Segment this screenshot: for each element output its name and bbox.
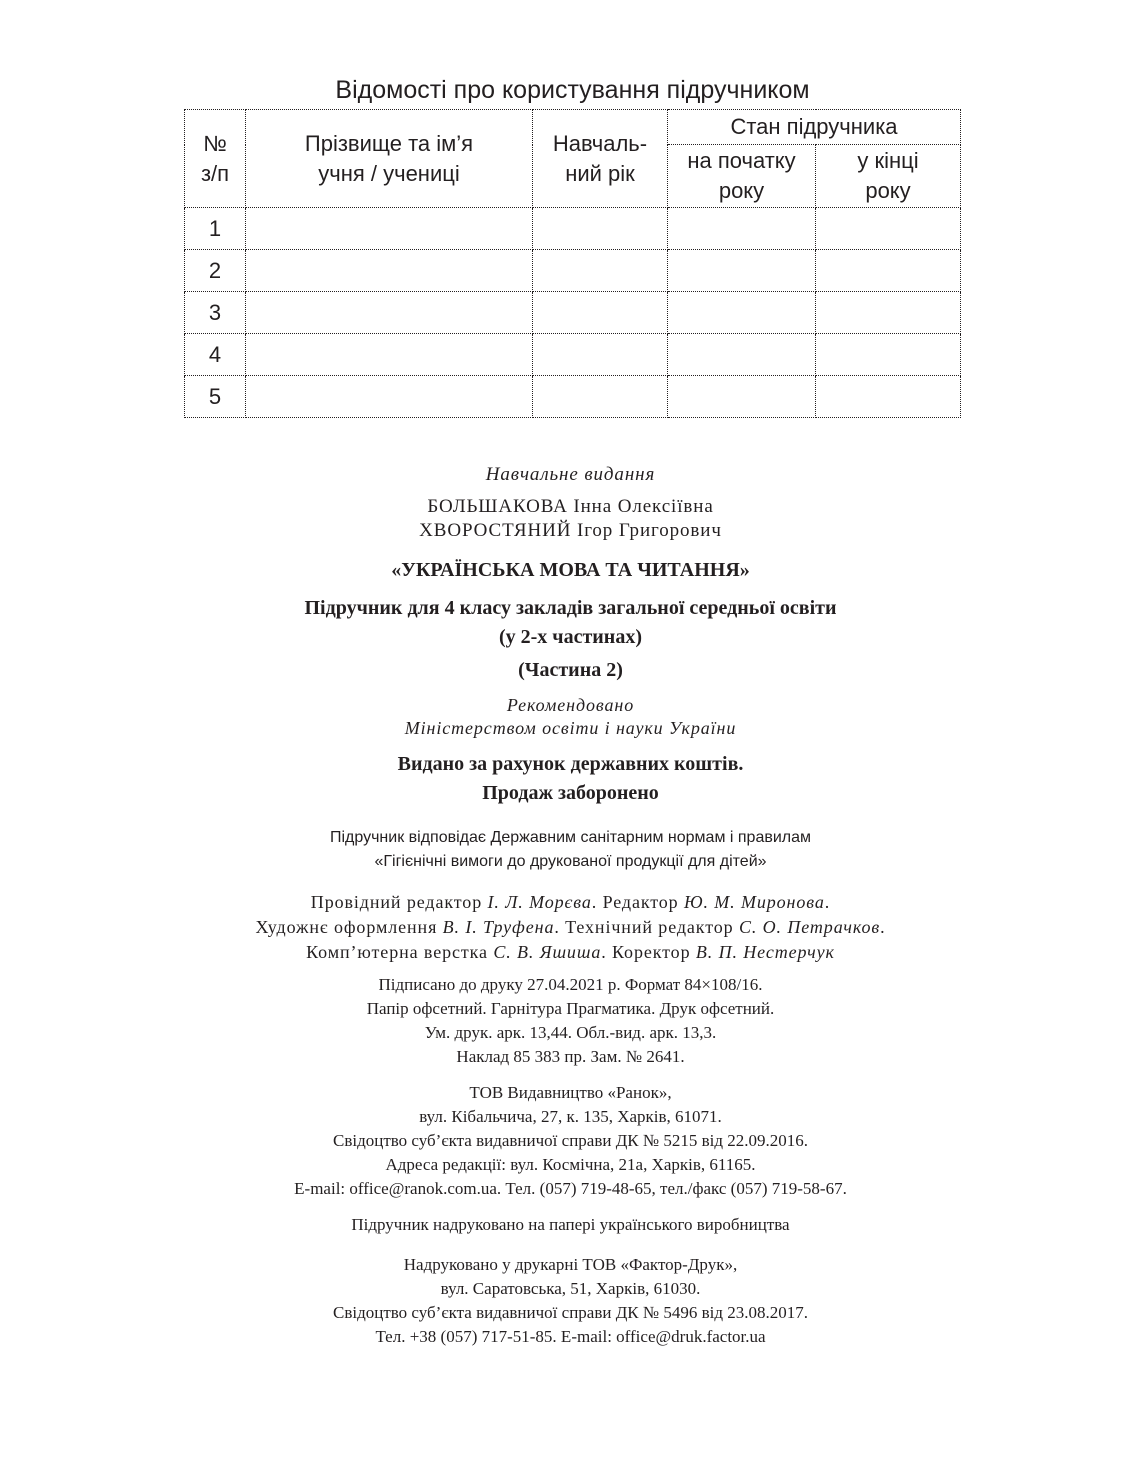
publisher-line: Адреса редакції: вул. Космічна, 21а, Харків, 61165. — [385, 1155, 756, 1174]
staff-role: . Редактор — [591, 892, 684, 912]
header-name: Прізвище та ім’я учня / учениці — [246, 110, 533, 208]
staff-role: . Коректор — [601, 942, 696, 962]
row-number: 1 — [185, 208, 246, 250]
header-at-start: на початку року — [668, 145, 816, 208]
start-cell — [668, 292, 816, 334]
staff-person: В. І. Труфена — [442, 917, 555, 937]
header-row — [185, 110, 961, 145]
row-number: 5 — [185, 376, 246, 418]
table-row — [185, 292, 961, 334]
part-label: (Частина 2) — [518, 659, 623, 681]
publisher-line: вул. Кібальчича, 27, к. 135, Харків, 61071. — [419, 1107, 722, 1126]
year-cell — [533, 292, 668, 334]
row-number: 2 — [185, 250, 246, 292]
end-cell — [816, 208, 961, 250]
staff-role: Провідний редактор — [310, 892, 488, 912]
usage-table — [184, 109, 961, 418]
year-cell — [533, 208, 668, 250]
print-spec-line: Ум. друк. арк. 13,44. Обл.-вид. арк. 13,3. — [424, 1023, 717, 1042]
name-cell — [246, 334, 533, 376]
edition-type: Навчальне видання — [485, 464, 656, 485]
staff-line — [0, 940, 1133, 965]
subtitle-1: Підручник для 4 класу закладів загальної середньої освіти — [304, 597, 837, 619]
table-row — [185, 334, 961, 376]
print-spec-line: Підписано до друку 27.04.2021 р. Формат 84×108/16. — [378, 975, 763, 994]
name-cell — [246, 250, 533, 292]
name-cell — [246, 292, 533, 334]
author-2: ХВОРОСТЯНИЙ Ігор Григорович — [419, 520, 722, 541]
printer-line: Надруковано у друкарні ТОВ «Фактор-Друк», — [403, 1255, 738, 1274]
staff-line — [0, 915, 1133, 940]
staff-person: І. Л. Морєва — [487, 892, 592, 912]
header-condition: Стан підручника — [668, 110, 961, 145]
sanitary-1: Підручник відповідає Державним санітарним нормам і правилам — [329, 829, 812, 846]
header-at-end: у кінці року — [816, 145, 961, 208]
publisher-line: ТОВ Видавництво «Ранок», — [469, 1083, 672, 1102]
end-cell — [816, 250, 961, 292]
print-spec-line: Наклад 85 383 пр. Зам. № 2641. — [456, 1047, 685, 1066]
print-specs — [0, 973, 1133, 1069]
publisher-line: E-mail: office@ranok.com.ua. Тел. (057) 719-48-65, тел./факс (057) 719-58-67. — [294, 1179, 847, 1198]
recommended-2: Міністерством освіти і науки України — [404, 718, 737, 738]
start-cell — [668, 376, 816, 418]
year-cell — [533, 334, 668, 376]
table-row — [185, 250, 961, 292]
start-cell — [668, 208, 816, 250]
funding-1: Видано за рахунок державних коштів. — [397, 753, 744, 775]
recommended-1: Рекомендовано — [506, 695, 635, 715]
table-title: Відомості про користування підручником — [335, 76, 810, 104]
header-number: № з/п — [185, 110, 246, 208]
end-cell — [816, 376, 961, 418]
printer-line: Свідоцтво суб’єкта видавничої справи ДК № 5496 від 23.08.2017. — [332, 1303, 809, 1322]
row-number: 4 — [185, 334, 246, 376]
table-row — [185, 208, 961, 250]
staff-role: Художнє оформлення — [255, 917, 443, 937]
table-row — [185, 376, 961, 418]
start-cell — [668, 334, 816, 376]
printer-line: вул. Саратовська, 51, Харків, 61030. — [440, 1279, 701, 1298]
staff-block — [0, 890, 1133, 965]
staff-role: . — [824, 892, 831, 912]
printer-block — [0, 1253, 1133, 1349]
year-cell — [533, 250, 668, 292]
funding-2: Продаж заборонено — [482, 782, 659, 804]
print-spec-line: Папір офсетний. Гарнітура Прагматика. Друк офсетний. — [366, 999, 775, 1018]
header-year: Навчаль- ний рік — [533, 110, 668, 208]
staff-role: . — [880, 917, 886, 937]
paper-note: Підручник надруковано на папері українського виробництва — [351, 1215, 790, 1234]
imprint — [0, 463, 1133, 1349]
end-cell — [816, 334, 961, 376]
publisher-line: Свідоцтво суб’єкта видавничої справи ДК № 5215 від 22.09.2016. — [332, 1131, 809, 1150]
staff-person: Ю. М. Миронова — [683, 892, 825, 912]
staff-person: В. П. Нестерчук — [695, 942, 835, 962]
staff-person: С. В. Яшиша — [493, 942, 602, 962]
printer-line: Тел. +38 (057) 717-51-85. E-mail: office@druk.factor.ua — [375, 1327, 766, 1346]
book-title: «УКРАЇНСЬКА МОВА ТА ЧИТАННЯ» — [391, 559, 750, 581]
start-cell — [668, 250, 816, 292]
staff-line — [0, 890, 1133, 915]
row-number: 3 — [185, 292, 246, 334]
author-1: БОЛЬШАКОВА Інна Олексіївна — [427, 496, 714, 517]
name-cell — [246, 376, 533, 418]
subtitle-2: (у 2-х частинах) — [498, 626, 642, 648]
publisher-block — [0, 1081, 1133, 1201]
staff-person: С. О. Петрачков — [738, 917, 881, 937]
name-cell — [246, 208, 533, 250]
year-cell — [533, 376, 668, 418]
sanitary-2: «Гігієнічні вимоги до друкованої продукції для дітей» — [374, 853, 767, 870]
staff-role: . Технічний редактор — [554, 917, 739, 937]
end-cell — [816, 292, 961, 334]
staff-role: Комп’ютерна верстка — [306, 942, 494, 962]
